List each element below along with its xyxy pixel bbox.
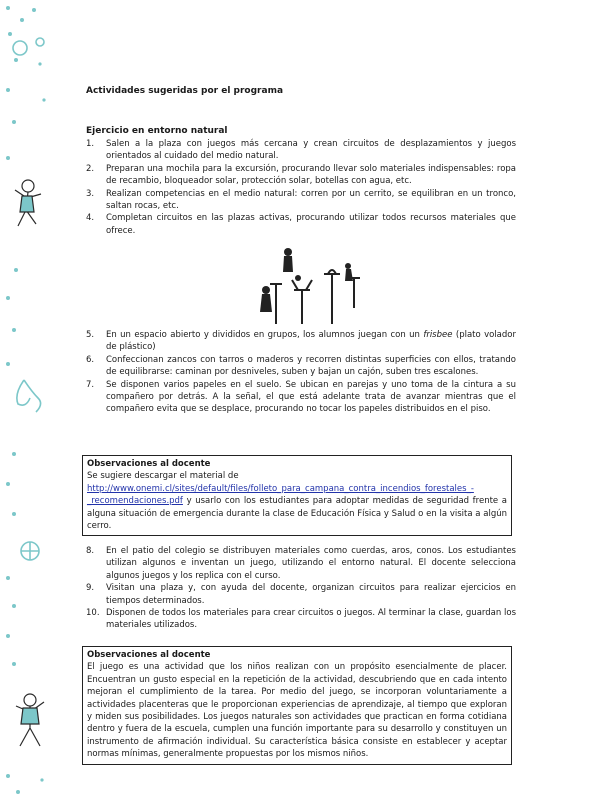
page-heading: Actividades sugeridas por el programa — [86, 86, 284, 96]
item-text-italic: frisbee — [423, 330, 453, 340]
box-text — [87, 470, 507, 532]
item-number: 2. — [86, 163, 95, 174]
section-heading: Ejercicio en entorno natural — [86, 126, 228, 136]
list-item — [86, 329, 516, 354]
list-item — [86, 545, 516, 582]
activity-list-3 — [86, 545, 516, 632]
list-item — [86, 212, 516, 237]
box-title: Observaciones al docente — [87, 459, 211, 469]
item-text: En un espacio abierto y divididos en grupos, los alumnos juegan con un — [106, 330, 424, 340]
box-after: y usarlo con los estudiantes para adoptar medidas de seguridad frente a alguna situación de emergencia durante la clase de Educación Física y Salud o en la visita a algún cerro. — [87, 496, 507, 532]
teacher-notes-box-2 — [82, 646, 512, 765]
item-number: 10. — [86, 608, 100, 619]
item-text: Disponen de todos los materiales para crear circuitos o juegos. Al terminar la clase, guardan los materiales utilizados. — [106, 608, 516, 631]
item-number: 4. — [86, 213, 95, 224]
list-item — [86, 163, 516, 188]
box-title: Observaciones al docente — [87, 650, 211, 660]
item-number: 5. — [86, 330, 95, 340]
activity-list-2 — [86, 329, 516, 416]
item-number: 7. — [86, 379, 95, 390]
item-text: Visitan una plaza y, con ayuda del docente, organizan circuitos para realizar ejercicios en tiempos determinados. — [106, 583, 516, 606]
item-number: 6. — [86, 354, 95, 365]
margin-decoration — [0, 0, 62, 800]
teacher-notes-box — [82, 455, 512, 536]
item-text: Confeccionan zancos con tarros o maderos y recorren distintas superficies con ellos, tratando de equilibrarse: caminan por desniveles, suben y bajan un cajón, suben tres escalones. — [106, 354, 516, 378]
item-number: 9. — [86, 583, 95, 594]
activity-list-1 — [86, 138, 516, 237]
item-number: 1. — [86, 139, 95, 149]
box-intro: Se sugiere descargar el material de — [87, 471, 239, 482]
item-text: Preparan una mochila para la excursión, procurando llevar solo materiales indispensables: ropa de recambio, bloqueador solar, protección solar, botellas con agua, etc. — [106, 163, 516, 187]
list-item — [86, 379, 516, 416]
item-text: Salen a la plaza con juegos más cercana y crean circuitos de desplazamientos y juegos orientados al cuidado del medio natural. — [106, 139, 516, 162]
child-figure-top — [15, 180, 41, 226]
item-text: Realizan competencias en el medio natural: corren por un cerrito, se equilibran en un tronco, saltan rocas, etc. — [106, 188, 516, 212]
child-figure-bottom — [16, 694, 44, 746]
item-number: 3. — [86, 188, 95, 199]
item-text: Completan circuitos en las plazas activas, procurando utilizar todos recursos materiales que ofrece. — [106, 213, 516, 236]
list-item — [86, 354, 516, 379]
list-item — [86, 607, 516, 632]
list-item — [86, 138, 516, 163]
item-number: 8. — [86, 546, 95, 556]
item-text: Se disponen varios papeles en el suelo. Se ubican en parejas y uno toma de la cintura a su compañero por detrás. A la señal, el que está adelante trata de avanzar mientras que el compañero evita que se desplace, procurando no tocar los papeles distribuidos en el piso. — [106, 379, 516, 415]
item-text: (plato volador de plástico) — [106, 330, 516, 353]
box-text: El juego es una actividad que los niños realizan con un propósito esencialmente de placer. Encuentran un gusto especial en la repetición de la actividad, descubriendo que en cada intento mejoran el cumplimiento de la tarea. Por medio del juego, se incorporan voluntariamente a actividades placenteras que le proporcionan experiencias de aprendizaje, al tiempo que exploran y miden sus posibilidades. Los juegos naturales son actividades que practican en forma cotidiana dentro y fuera de la escuela, cumplen una función importante para su desarrollo y constituyen un instrumento de afirmación individual. Su característica básica consiste en establecer y aceptar normas mínimas, generalmente propuestas por los mismos niños. — [87, 662, 507, 760]
item-text: En el patio del colegio se distribuyen materiales como cuerdas, aros, conos. Los estudiantes utilizan algunos e inventan un juego, utilizando el entorno natural. El docente selecciona algunos juegos y los replica con el curso. — [106, 546, 516, 581]
outdoor-gym-illustration — [236, 248, 376, 324]
pdf-link[interactable]: http://www.onemi.cl/sites/default/files/folleto_para_campana_contra_incendios_forestales_-_recomendaciones.pdf — [87, 483, 474, 507]
list-item — [86, 188, 516, 213]
list-item — [86, 582, 516, 607]
